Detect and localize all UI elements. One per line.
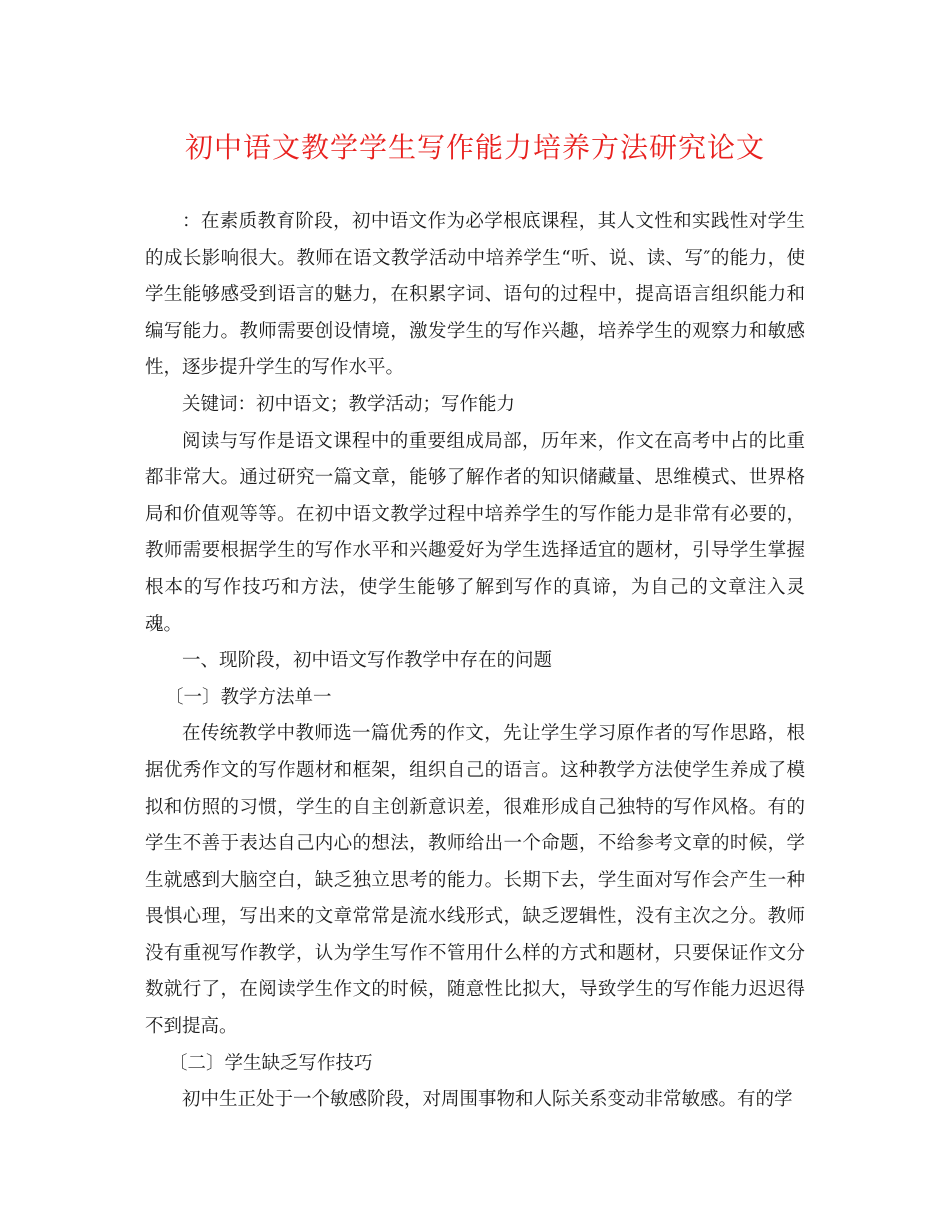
intro-paragraph: 阅读与写作是语文课程中的重要组成局部，历年来，作文在高考中占的比重都非常大。通过研究一篇文章，能够了解作者的知识储藏量、思维模式、世界格局和价值观等等。在初中语文教学过程中培养学生的写作能力是非常有必要的，教师需要根据学生的写作水平和兴趣爱好为学生选择适宜的题材，引导学生掌握根本的写作技巧和方法，使学生能够了解到写作的真谛，为自己的文章注入灵魂。 bbox=[145, 430, 805, 635]
document-title: 初中语文教学学生写作能力培养方法研究论文 bbox=[184, 131, 765, 164]
subsection-heading-1: 〔一〕教学方法单一 bbox=[165, 686, 332, 708]
subsection-heading-2: 〔二〕学生缺乏写作技巧 bbox=[169, 1052, 373, 1074]
subsection-2-paragraph: 初中生正处于一个敏感阶段，对周围事物和人际关系变动非常敏感。有的学 bbox=[182, 1089, 793, 1111]
abstract-paragraph: ：在素质教育阶段，初中语文作为必学根底课程，其人文性和实践性对学生的成长影响很大。教师在语文教学活动中培养学生“听、说、读、写″的能力，使学生能够感受到语言的魅力，在积累字词、语句的过程中，提高语言组织能力和编写能力。教师需要创设情境，激发学生的写作兴趣，培养学生的观察力和敏感性，逐步提升学生的写作水平。 bbox=[145, 211, 805, 379]
document-body bbox=[145, 204, 805, 1119]
keywords-line: 关键词：初中语文；教学活动；写作能力 bbox=[182, 393, 516, 415]
subsection-1-paragraph: 在传统教学中教师选一篇优秀的作文，先让学生学习原作者的写作思路，根据优秀作文的写作题材和框架，组织自己的语言。这种教学方法使学生养成了模拟和仿照的习惯，学生的自主创新意识差，很难形成自己独特的写作风格。有的学生不善于表达自己内心的想法，教师给出一个命题，不给参考文章的时候，学生就感到大脑空白，缺乏独立思考的能力。长期下去，学生面对写作会产生一种畏惧心理，写出来的文章常常是流水线形式，缺乏逻辑性，没有主次之分。教师没有重视写作教学，认为学生写作不管用什么样的方式和题材，只要保证作文分数就行了，在阅读学生作文的时候，随意性比拟大，导致学生的写作能力迟迟得不到提高。 bbox=[145, 723, 805, 1038]
section-heading-1: 一、现阶段，初中语文写作教学中存在的问题 bbox=[182, 650, 553, 672]
